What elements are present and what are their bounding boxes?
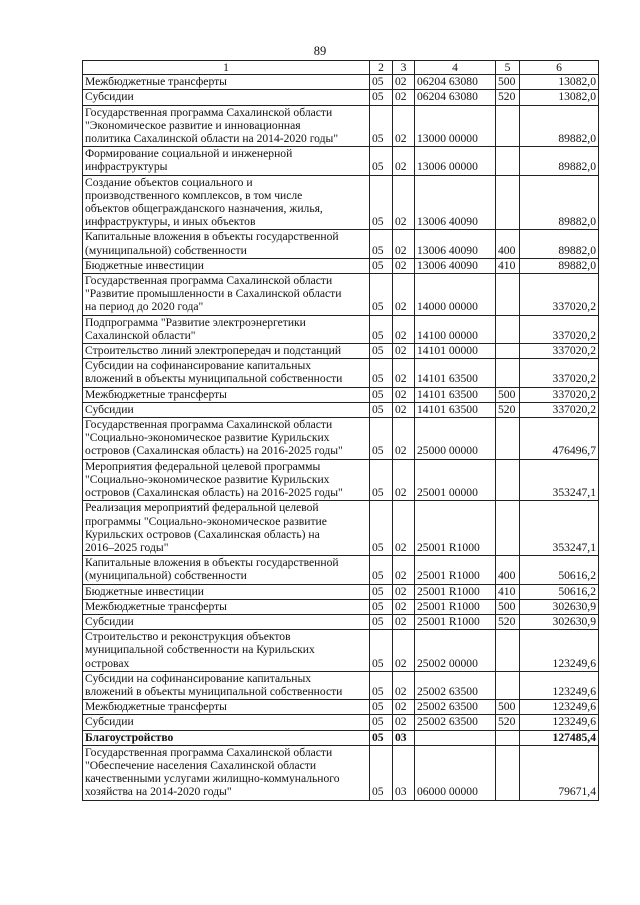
row-name-cell: Субсидии: [83, 715, 370, 730]
table-row: [83, 715, 599, 730]
row-subsection-cell: 02: [393, 258, 415, 273]
row-program-cell: 25001 R1000: [415, 614, 496, 629]
row-amount-cell: 337020,2: [520, 402, 599, 417]
header-cell-amount: 6: [520, 61, 599, 75]
table-row: [83, 147, 599, 175]
row-program-cell: 06204 63080: [415, 75, 496, 90]
row-amount-cell: 89882,0: [520, 105, 599, 147]
row-expense-type-cell: 500: [496, 75, 520, 90]
row-amount-cell: 337020,2: [520, 315, 599, 343]
row-name-cell: Бюджетные инвестиции: [83, 584, 370, 599]
row-section-cell: 05: [370, 501, 393, 556]
header-row: [83, 61, 599, 75]
row-section-cell: 05: [370, 402, 393, 417]
row-section-cell: 05: [370, 671, 393, 699]
row-program-cell: 06204 63080: [415, 90, 496, 105]
row-name-cell: Субсидии на софинансирование капитальных вложений в объекты муниципальной собственности: [83, 671, 370, 699]
row-subsection-cell: 02: [393, 630, 415, 672]
row-amount-cell: 337020,2: [520, 344, 599, 359]
row-expense-type-cell: [496, 147, 520, 175]
row-program-cell: 14101 63500: [415, 387, 496, 402]
row-subsection-cell: 02: [393, 359, 415, 387]
row-program-cell: 25002 63500: [415, 715, 496, 730]
row-amount-cell: 302630,9: [520, 614, 599, 629]
table-row: [83, 105, 599, 147]
row-program-cell: 13006 40090: [415, 175, 496, 230]
row-amount-cell: 353247,1: [520, 501, 599, 556]
row-subsection-cell: 02: [393, 584, 415, 599]
row-program-cell: 14100 00000: [415, 315, 496, 343]
row-amount-cell: 123249,6: [520, 671, 599, 699]
row-name-cell: Межбюджетные трансферты: [83, 599, 370, 614]
row-amount-cell: 50616,2: [520, 584, 599, 599]
table-row: [83, 730, 599, 745]
row-subsection-cell: 02: [393, 501, 415, 556]
row-section-cell: 05: [370, 418, 393, 460]
row-amount-cell: 89882,0: [520, 175, 599, 230]
row-name-cell: Субсидии: [83, 402, 370, 417]
row-name-cell: Межбюджетные трансферты: [83, 700, 370, 715]
table-row: [83, 630, 599, 672]
row-expense-type-cell: 400: [496, 556, 520, 584]
row-subsection-cell: 02: [393, 614, 415, 629]
row-program-cell: 25001 R1000: [415, 501, 496, 556]
table-row: [83, 700, 599, 715]
row-name-cell: Формирование социальной и инженерной инфраструктуры: [83, 147, 370, 175]
row-section-cell: 05: [370, 614, 393, 629]
row-program-cell: 14101 63500: [415, 402, 496, 417]
row-name-cell: Реализация мероприятий федеральной целевой программы "Социально-экономическое развитие Курильских островов (Сахалинская область) на 2016–2025 годы": [83, 501, 370, 556]
row-program-cell: 25001 00000: [415, 459, 496, 501]
row-amount-cell: 476496,7: [520, 418, 599, 460]
row-section-cell: 05: [370, 274, 393, 316]
row-expense-type-cell: [496, 359, 520, 387]
row-amount-cell: 89882,0: [520, 258, 599, 273]
row-subsection-cell: 02: [393, 344, 415, 359]
row-program-cell: 25000 00000: [415, 418, 496, 460]
row-section-cell: 05: [370, 745, 393, 800]
row-expense-type-cell: 520: [496, 715, 520, 730]
row-expense-type-cell: 410: [496, 258, 520, 273]
row-section-cell: 05: [370, 459, 393, 501]
table-row: [83, 614, 599, 629]
table-row: [83, 599, 599, 614]
row-amount-cell: 353247,1: [520, 459, 599, 501]
row-name-cell: Строительство и реконструкция объектов муниципальной собственности на Курильских островах: [83, 630, 370, 672]
row-subsection-cell: 02: [393, 402, 415, 417]
row-expense-type-cell: 520: [496, 614, 520, 629]
row-section-cell: 05: [370, 175, 393, 230]
row-expense-type-cell: [496, 501, 520, 556]
row-subsection-cell: 03: [393, 745, 415, 800]
row-expense-type-cell: 410: [496, 584, 520, 599]
row-section-cell: 05: [370, 584, 393, 599]
table-row: [83, 745, 599, 800]
row-expense-type-cell: [496, 459, 520, 501]
header-cell-section: 2: [370, 61, 393, 75]
row-amount-cell: 123249,6: [520, 630, 599, 672]
row-name-cell: Мероприятия федеральной целевой программы "Социально-экономическое развитие Курильских островов (Сахалинская область) на 2016-2025 годы": [83, 459, 370, 501]
row-section-cell: 05: [370, 599, 393, 614]
row-program-cell: 14101 63500: [415, 359, 496, 387]
row-subsection-cell: 02: [393, 556, 415, 584]
row-section-cell: 05: [370, 147, 393, 175]
row-expense-type-cell: [496, 630, 520, 672]
table-row: [83, 402, 599, 417]
row-subsection-cell: 02: [393, 671, 415, 699]
row-amount-cell: 337020,2: [520, 387, 599, 402]
header-cell-program: 4: [415, 61, 496, 75]
row-name-cell: Строительство линий электропередач и подстанций: [83, 344, 370, 359]
row-expense-type-cell: 500: [496, 387, 520, 402]
row-subsection-cell: 03: [393, 730, 415, 745]
row-subsection-cell: 02: [393, 387, 415, 402]
table-row: [83, 315, 599, 343]
row-program-cell: 13006 40090: [415, 258, 496, 273]
row-subsection-cell: 02: [393, 147, 415, 175]
row-amount-cell: 89882,0: [520, 147, 599, 175]
row-name-cell: Капитальные вложения в объекты государственной (муниципальной) собственности: [83, 230, 370, 258]
table-row: [83, 90, 599, 105]
row-expense-type-cell: [496, 175, 520, 230]
row-amount-cell: 337020,2: [520, 359, 599, 387]
row-expense-type-cell: [496, 344, 520, 359]
row-amount-cell: 13082,0: [520, 75, 599, 90]
row-subsection-cell: 02: [393, 274, 415, 316]
row-program-cell: 13000 00000: [415, 105, 496, 147]
row-section-cell: 05: [370, 230, 393, 258]
row-section-cell: 05: [370, 258, 393, 273]
row-program-cell: 06000 00000: [415, 745, 496, 800]
row-name-cell: Капитальные вложения в объекты государственной (муниципальной) собственности: [83, 556, 370, 584]
row-subsection-cell: 02: [393, 700, 415, 715]
header-cell-subsection: 3: [393, 61, 415, 75]
row-program-cell: 13006 40090: [415, 230, 496, 258]
row-name-cell: Государственная программа Сахалинской области "Развитие промышленности в Сахалинской области на период до 2020 года": [83, 274, 370, 316]
row-section-cell: 05: [370, 359, 393, 387]
row-amount-cell: 337020,2: [520, 274, 599, 316]
row-name-cell: Субсидии: [83, 614, 370, 629]
row-program-cell: [415, 730, 496, 745]
table-row: [83, 556, 599, 584]
row-name-cell: Бюджетные инвестиции: [83, 258, 370, 273]
row-expense-type-cell: [496, 315, 520, 343]
row-subsection-cell: 02: [393, 315, 415, 343]
table-row: [83, 418, 599, 460]
row-name-cell: Межбюджетные трансферты: [83, 387, 370, 402]
table-row: [83, 584, 599, 599]
row-name-cell: Создание объектов социального и производственного комплексов, в том числе объектов общегражданского назначения, жилья, инфраструктуры, и иных объектов: [83, 175, 370, 230]
row-subsection-cell: 02: [393, 105, 415, 147]
row-section-cell: 05: [370, 75, 393, 90]
row-expense-type-cell: [496, 745, 520, 800]
row-expense-type-cell: [496, 274, 520, 316]
row-amount-cell: 123249,6: [520, 715, 599, 730]
row-expense-type-cell: [496, 730, 520, 745]
row-subsection-cell: 02: [393, 459, 415, 501]
row-subsection-cell: 02: [393, 75, 415, 90]
row-program-cell: 25001 R1000: [415, 584, 496, 599]
row-name-cell: Подпрограмма "Развитие электроэнергетики Сахалинской области": [83, 315, 370, 343]
row-expense-type-cell: 500: [496, 599, 520, 614]
table-row: [83, 274, 599, 316]
row-section-cell: 05: [370, 344, 393, 359]
table-row: [83, 175, 599, 230]
row-expense-type-cell: 520: [496, 90, 520, 105]
row-expense-type-cell: [496, 671, 520, 699]
row-section-cell: 05: [370, 630, 393, 672]
row-name-cell: Государственная программа Сахалинской области "Обеспечение населения Сахалинской области качественными услугами жилищно-коммунального хозяйства на 2014-2020 годы": [83, 745, 370, 800]
row-section-cell: 05: [370, 715, 393, 730]
row-name-cell: Государственная программа Сахалинской области "Экономическое развитие и инновационная политика Сахалинской области на 2014-2020 годы": [83, 105, 370, 147]
table-row: [83, 258, 599, 273]
row-name-cell: Государственная программа Сахалинской области "Социально-экономическое развитие Курильских островов (Сахалинская область) на 2016-2025 годы": [83, 418, 370, 460]
row-expense-type-cell: [496, 105, 520, 147]
row-amount-cell: 302630,9: [520, 599, 599, 614]
row-program-cell: 14101 00000: [415, 344, 496, 359]
table-row: [83, 459, 599, 501]
row-subsection-cell: 02: [393, 715, 415, 730]
row-subsection-cell: 02: [393, 418, 415, 460]
row-program-cell: 14000 00000: [415, 274, 496, 316]
row-program-cell: 25001 R1000: [415, 599, 496, 614]
row-section-cell: 05: [370, 556, 393, 584]
row-subsection-cell: 02: [393, 175, 415, 230]
row-section-cell: 05: [370, 105, 393, 147]
row-subsection-cell: 02: [393, 230, 415, 258]
row-section-cell: 05: [370, 730, 393, 745]
row-program-cell: 25001 R1000: [415, 556, 496, 584]
table-row: [83, 387, 599, 402]
row-section-cell: 05: [370, 315, 393, 343]
budget-table: [82, 60, 599, 801]
header-cell-name: 1: [83, 61, 370, 75]
row-name-cell: Субсидии: [83, 90, 370, 105]
table-row: [83, 359, 599, 387]
row-amount-cell: 89882,0: [520, 230, 599, 258]
table-row: [83, 75, 599, 90]
row-program-cell: 25002 00000: [415, 630, 496, 672]
row-section-cell: 05: [370, 387, 393, 402]
row-amount-cell: 79671,4: [520, 745, 599, 800]
row-expense-type-cell: 520: [496, 402, 520, 417]
row-expense-type-cell: [496, 418, 520, 460]
row-amount-cell: 123249,6: [520, 700, 599, 715]
row-name-cell: Межбюджетные трансферты: [83, 75, 370, 90]
page-number: 89: [313, 44, 327, 58]
row-name-cell: Благоустройство: [83, 730, 370, 745]
table-row: [83, 671, 599, 699]
row-program-cell: 13006 00000: [415, 147, 496, 175]
row-amount-cell: 50616,2: [520, 556, 599, 584]
row-subsection-cell: 02: [393, 599, 415, 614]
table-row: [83, 501, 599, 556]
row-name-cell: Субсидии на софинансирование капитальных вложений в объекты муниципальной собственности: [83, 359, 370, 387]
header-cell-expense-type: 5: [496, 61, 520, 75]
table-row: [83, 230, 599, 258]
row-expense-type-cell: 400: [496, 230, 520, 258]
row-program-cell: 25002 63500: [415, 700, 496, 715]
row-expense-type-cell: 500: [496, 700, 520, 715]
table-row: [83, 344, 599, 359]
row-section-cell: 05: [370, 90, 393, 105]
row-section-cell: 05: [370, 700, 393, 715]
row-subsection-cell: 02: [393, 90, 415, 105]
row-program-cell: 25002 63500: [415, 671, 496, 699]
row-amount-cell: 13082,0: [520, 90, 599, 105]
row-amount-cell: 127485,4: [520, 730, 599, 745]
